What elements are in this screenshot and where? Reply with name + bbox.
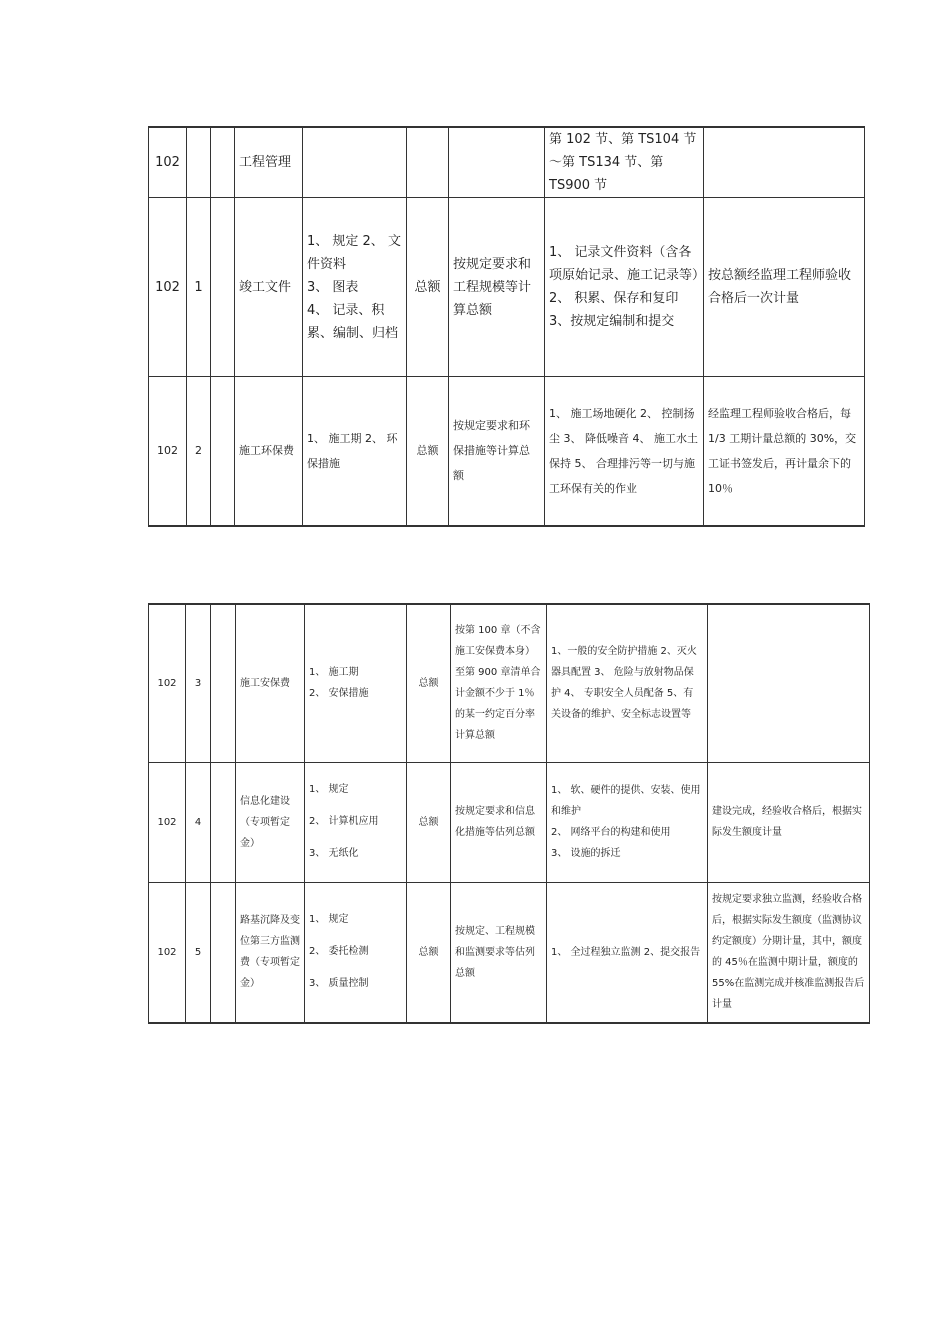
item-number: 4 bbox=[186, 762, 211, 882]
item-number: 1 bbox=[187, 198, 211, 377]
item-code: 102 bbox=[149, 127, 187, 198]
item-payment-rule: 按规定要求独立监测，经验收合格后，根据实际发生额度（监测协议约定额度）分期计量，其中，额度的 45％在监测中期计量，额度的 55%在监测完成并核准监测报告后计量 bbox=[708, 882, 870, 1023]
item-sub bbox=[211, 882, 236, 1023]
item-unit: 总额 bbox=[407, 762, 451, 882]
item-calc-rule: 按规定要求和信息化措施等估列总额 bbox=[451, 762, 547, 882]
item-payment-rule bbox=[708, 604, 870, 762]
item-payment-rule: 经监理工程师验收合格后，每 1/3 工期计量总额的 30%，交工证书签发后，再计量余下的 10％ bbox=[704, 377, 865, 526]
table-row bbox=[149, 762, 870, 882]
item-sub bbox=[211, 762, 236, 882]
item-content: 1、 施工期 2、 安保措施 bbox=[305, 604, 407, 762]
item-number: 3 bbox=[186, 604, 211, 762]
item-code: 102 bbox=[149, 377, 187, 526]
item-payment-rule bbox=[704, 127, 865, 198]
item-unit: 总额 bbox=[407, 604, 451, 762]
item-unit: 总额 bbox=[407, 377, 449, 526]
item-calc-rule: 按第 100 章（不含施工安保费本身）至第 900 章清单合计金额不少于 1％的某一约定百分率计算总额 bbox=[451, 604, 547, 762]
item-name: 施工环保费 bbox=[235, 377, 303, 526]
item-number: 5 bbox=[186, 882, 211, 1023]
item-unit: 总额 bbox=[407, 882, 451, 1023]
table-row bbox=[149, 127, 865, 198]
item-number: 2 bbox=[187, 377, 211, 526]
table-row bbox=[149, 604, 870, 762]
item-work-scope: 1、 施工场地硬化 2、 控制扬尘 3、 降低噪音 4、 施工水土保持 5、 合理排污等一切与施工环保有关的作业 bbox=[545, 377, 704, 526]
bill-table-1 bbox=[148, 126, 865, 527]
item-sub bbox=[211, 604, 236, 762]
item-content: 1、 规定 2、 文件资料 3、 图表 4、 记录、积累、编制、归档 bbox=[303, 198, 407, 377]
item-payment-rule: 按总额经监理工程师验收合格后一次计量 bbox=[704, 198, 865, 377]
item-work-scope: 1、 记录文件资料（含各项原始记录、施工记录等）2、 积累、保存和复印 3、按规定编制和提交 bbox=[545, 198, 704, 377]
item-calc-rule: 按规定要求和工程规模等计算总额 bbox=[449, 198, 545, 377]
item-calc-rule bbox=[449, 127, 545, 198]
item-work-scope: 1、 全过程独立监测 2、提交报告 bbox=[547, 882, 708, 1023]
item-name: 路基沉降及变位第三方监测费（专项暂定金） bbox=[236, 882, 305, 1023]
item-unit bbox=[407, 127, 449, 198]
item-name: 施工安保费 bbox=[236, 604, 305, 762]
item-content: 1、 规定 2、 委托检测 3、 质量控制 bbox=[305, 882, 407, 1023]
item-number bbox=[187, 127, 211, 198]
item-sub bbox=[211, 198, 235, 377]
item-code: 102 bbox=[149, 762, 186, 882]
item-work-scope: 1、一般的安全防护措施 2、灭火器具配置 3、 危险与放射物品保护 4、 专职安全人员配备 5、有关设备的维护、安全标志设置等 bbox=[547, 604, 708, 762]
item-work-scope: 1、 软、硬件的提供、安装、使用和维护 2、 网络平台的构建和使用 3、 设施的拆迁 bbox=[547, 762, 708, 882]
item-code: 102 bbox=[149, 604, 186, 762]
table-row bbox=[149, 882, 870, 1023]
item-code: 102 bbox=[149, 198, 187, 377]
item-calc-rule: 按规定、工程规模和监测要求等估列总额 bbox=[451, 882, 547, 1023]
table-row bbox=[149, 377, 865, 526]
table-row bbox=[149, 198, 865, 377]
bill-table-2 bbox=[148, 603, 870, 1024]
item-name: 竣工文件 bbox=[235, 198, 303, 377]
item-name: 信息化建设（专项暂定金） bbox=[236, 762, 305, 882]
item-name: 工程管理 bbox=[235, 127, 303, 198]
item-work-scope: 第 102 节、第 TS104 节～第 TS134 节、第 TS900 节 bbox=[545, 127, 704, 198]
item-content bbox=[303, 127, 407, 198]
item-unit: 总额 bbox=[407, 198, 449, 377]
item-calc-rule: 按规定要求和环保措施等计算总额 bbox=[449, 377, 545, 526]
item-sub bbox=[211, 127, 235, 198]
item-content: 1、 施工期 2、 环保措施 bbox=[303, 377, 407, 526]
item-code: 102 bbox=[149, 882, 186, 1023]
item-sub bbox=[211, 377, 235, 526]
item-payment-rule: 建设完成，经验收合格后，根据实际发生额度计量 bbox=[708, 762, 870, 882]
item-content: 1、 规定 2、 计算机应用 3、 无纸化 bbox=[305, 762, 407, 882]
